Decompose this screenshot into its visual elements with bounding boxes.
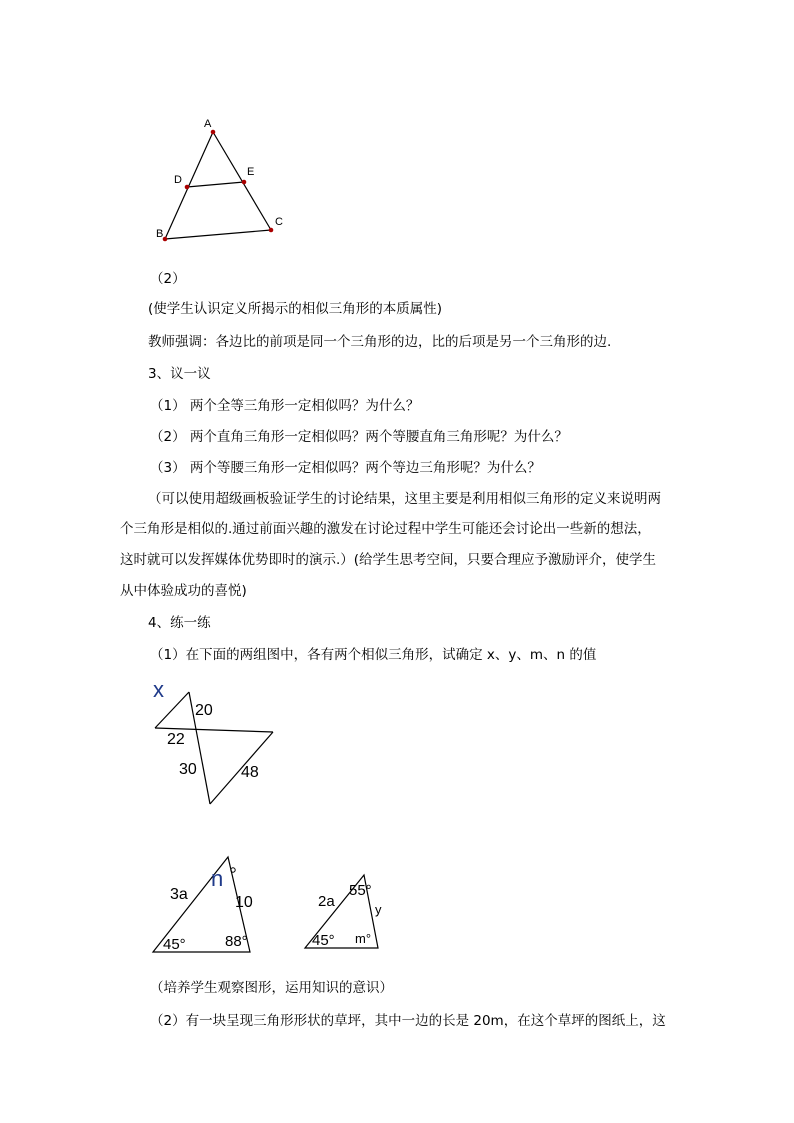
text-line-2: 教师强调：各边比的前项是同一个三角形的边，比的后项是另一个三角形的边. — [148, 334, 612, 350]
text-line-1: (使学生认识定义所揭示的相似三角形的本质属性) — [148, 301, 443, 317]
text-line-13: （培养学生观察图形，运用知识的意识） — [150, 980, 393, 996]
left-angle-88: 88° — [225, 933, 248, 950]
text-line-7: （可以使用超级画板验证学生的讨论结果，这里主要是利用相似三角形的定义来说明两 — [148, 491, 661, 507]
label-22: 22 — [167, 731, 185, 748]
point-e — [242, 180, 247, 185]
label-20: 20 — [195, 702, 213, 719]
left-label-n: n — [211, 866, 224, 891]
label-b: B — [156, 228, 164, 240]
label-x: x — [153, 677, 164, 702]
label-30: 30 — [179, 761, 197, 778]
question-3: （3） 两个等腰三角形一定相似吗？两个等边三角形呢？为什么？ — [150, 460, 541, 476]
left-side-3a: 3a — [170, 886, 188, 903]
point-d — [185, 185, 190, 190]
right-label-y: y — [375, 902, 382, 917]
point-a — [211, 130, 216, 135]
label-e: E — [247, 166, 255, 178]
figure-caption: （2） — [150, 271, 186, 287]
left-side-10: 10 — [235, 894, 253, 911]
question-2: （2） 两个直角三角形一定相似吗？两个等腰直角三角形呢？为什么？ — [150, 429, 568, 445]
label-c: C — [275, 216, 283, 228]
right-angle-45: 45° — [312, 932, 335, 949]
section-heading-discuss: 3、议一议 — [148, 366, 211, 382]
section-heading-practice: 4、练一练 — [148, 615, 211, 631]
label-48: 48 — [241, 764, 259, 781]
exercise-1: （1）在下面的两组图中，各有两个相似三角形，试确定 x、y、m、n 的值 — [150, 647, 597, 663]
text-line-8: 个三角形是相似的.通过前面兴趣的激发在讨论过程中学生可能还会讨论出一些新的想法， — [120, 521, 651, 537]
side-bc — [165, 230, 271, 239]
segment-de — [187, 182, 244, 187]
text-line-10: 从中体验成功的喜悦) — [120, 583, 247, 599]
text-line-9: 这时就可以发挥媒体优势即时的演示.）(给学生思考空间，只要合理应予激励评介，使学生 — [120, 552, 657, 568]
angle-triangles-figure — [145, 850, 385, 960]
right-side-2a: 2a — [318, 893, 335, 910]
crossed-triangles-figure — [145, 675, 285, 810]
point-c — [269, 228, 274, 233]
left-angle-45: 45° — [163, 936, 186, 953]
exercise-2: （2）有一块呈现三角形形状的草坪，其中一边的长是 20m，在这个草坪的图纸上，这 — [150, 1013, 666, 1029]
label-d: D — [174, 174, 182, 186]
point-b — [163, 237, 168, 242]
question-1: （1） 两个全等三角形一定相似吗？为什么？ — [150, 398, 420, 414]
right-angle-m: m° — [355, 931, 372, 946]
triangle-abc-figure — [150, 112, 300, 247]
right-angle-55: 55° — [349, 882, 372, 899]
label-a: A — [204, 118, 212, 130]
